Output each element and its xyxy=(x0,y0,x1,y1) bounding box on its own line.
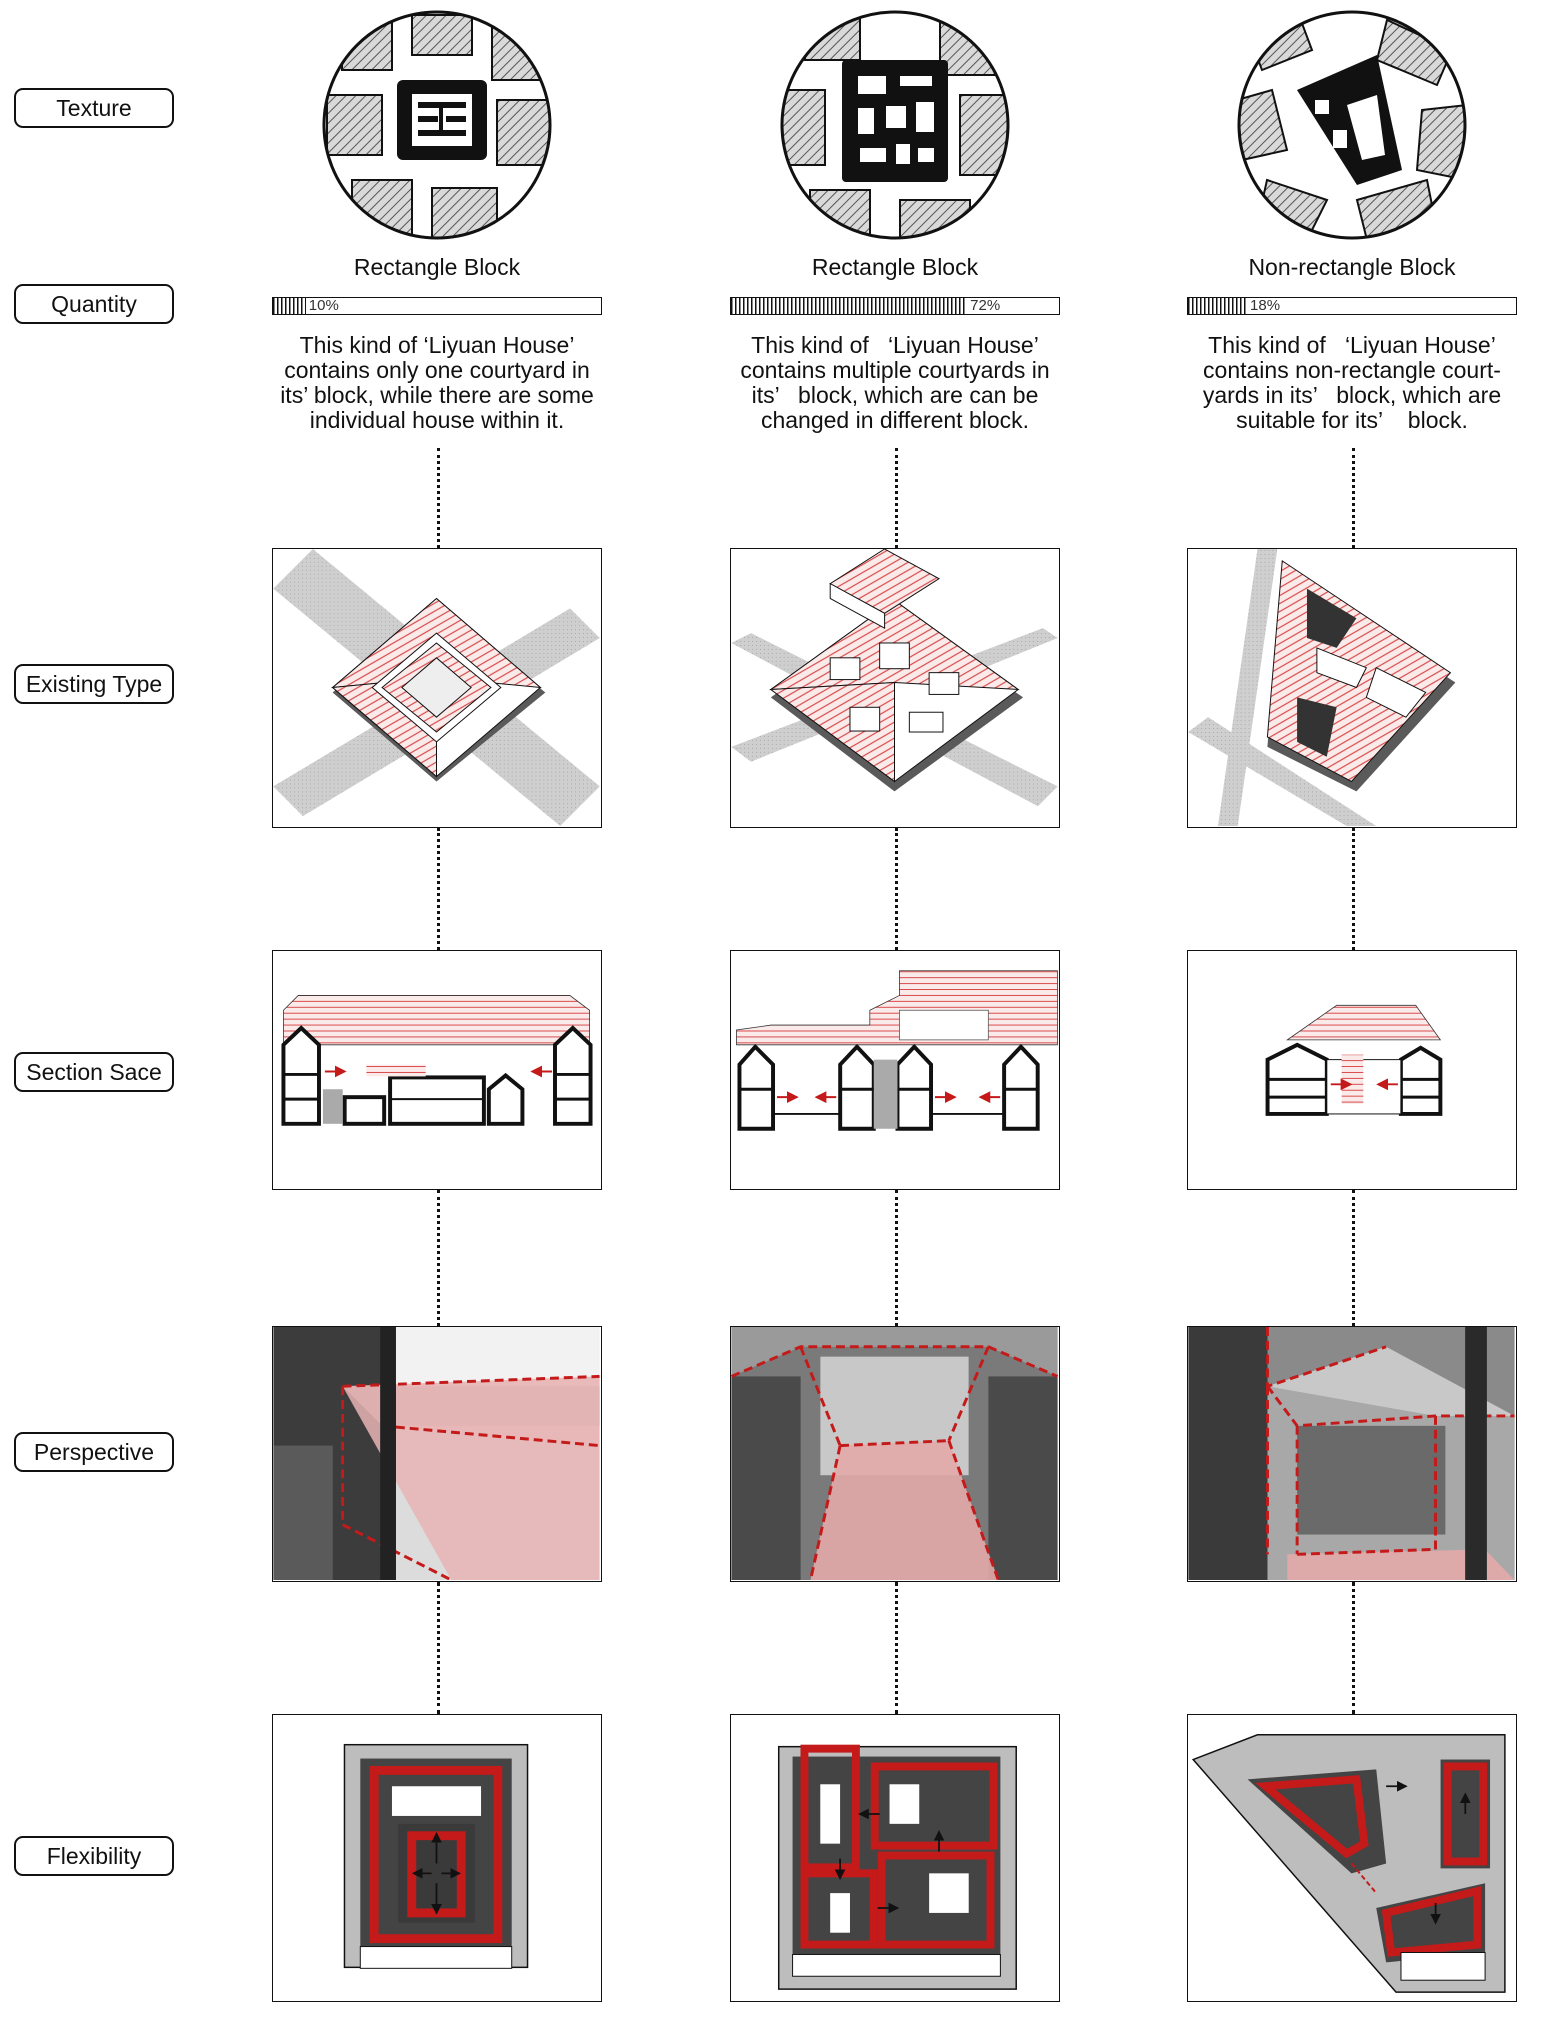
perspective-photo xyxy=(1187,1326,1517,1582)
row-label-section-sace: Section Sace xyxy=(14,1052,174,1092)
dotted-connector xyxy=(895,1190,898,1326)
block-title: Rectangle Block xyxy=(353,254,521,280)
dotted-connector xyxy=(895,448,898,548)
texture-map-circle xyxy=(1237,10,1467,240)
flexibility-plan xyxy=(730,1714,1060,2002)
quantity-fill xyxy=(1188,298,1247,314)
dotted-connector xyxy=(895,1582,898,1714)
quantity-label: 10% xyxy=(308,297,339,314)
quantity-bar xyxy=(730,297,1060,315)
quantity-bar xyxy=(272,297,602,315)
existing-type-axonometric xyxy=(1187,548,1517,828)
quantity-fill xyxy=(273,298,306,314)
column-rectangle-single xyxy=(272,0,602,2020)
block-title: Non-rectangle Block xyxy=(1248,254,1456,280)
row-label-perspective: Perspective xyxy=(14,1432,174,1472)
dotted-connector xyxy=(437,448,440,548)
perspective-photo xyxy=(730,1326,1060,1582)
block-title: Rectangle Block xyxy=(811,254,979,280)
dotted-connector xyxy=(437,1582,440,1714)
texture-map-circle xyxy=(322,10,552,240)
section-space-drawing xyxy=(730,950,1060,1190)
quantity-fill xyxy=(731,298,967,314)
section-space-drawing xyxy=(1187,950,1517,1190)
type-description: This kind of ‘Liyuan House’ contains multiple courtyards in its’ block, which are can be changed in different block. xyxy=(740,332,1050,433)
section-space-drawing xyxy=(272,950,602,1190)
texture-map-circle xyxy=(780,10,1010,240)
perspective-photo xyxy=(272,1326,602,1582)
dotted-connector xyxy=(895,828,898,950)
type-description: This kind of ‘Liyuan House’ contains non-rectangle court- yards in its’ block, which are suitable for its’ block. xyxy=(1202,332,1502,433)
dotted-connector xyxy=(1352,828,1355,950)
row-label-existing-type: Existing Type xyxy=(14,664,174,704)
flexibility-plan xyxy=(272,1714,602,2002)
column-rectangle-multiple xyxy=(730,0,1060,2020)
dotted-connector xyxy=(1352,1582,1355,1714)
flexibility-plan xyxy=(1187,1714,1517,2002)
quantity-bar xyxy=(1187,297,1517,315)
quantity-label: 18% xyxy=(1250,297,1281,314)
row-label-flexibility: Flexibility xyxy=(14,1836,174,1876)
dotted-connector xyxy=(1352,448,1355,548)
row-label-quantity: Quantity xyxy=(14,284,174,324)
dotted-connector xyxy=(1352,1190,1355,1326)
dotted-connector xyxy=(437,828,440,950)
column-non-rectangle xyxy=(1187,0,1517,2020)
quantity-label: 72% xyxy=(970,297,1001,314)
dotted-connector xyxy=(437,1190,440,1326)
type-description: This kind of ‘Liyuan House’ contains only one courtyard in its’ block, while there are some individual house within it. xyxy=(280,332,594,433)
row-label-texture: Texture xyxy=(14,88,174,128)
existing-type-axonometric xyxy=(272,548,602,828)
existing-type-axonometric xyxy=(730,548,1060,828)
